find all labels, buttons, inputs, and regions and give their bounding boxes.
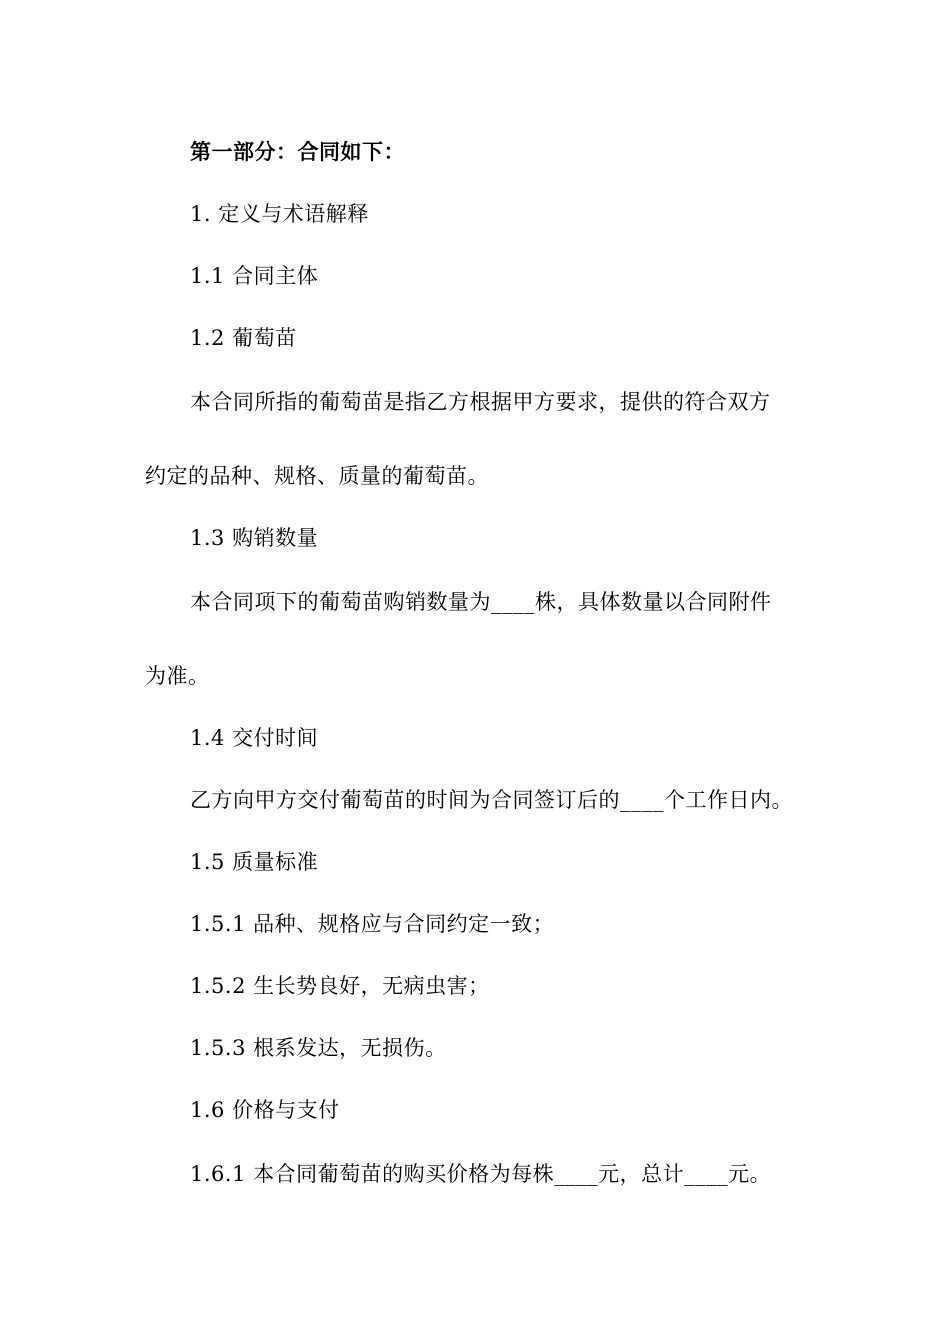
- clause-1-5-3: 1.5.3 根系发达，无损伤。: [190, 1036, 447, 1060]
- clause-1-2-body-line-1: 本合同所指的葡萄苗是指乙方根据甲方要求，提供的符合双方: [190, 390, 771, 414]
- clause-1-5-2: 1.5.2 生长势良好，无病虫害；: [190, 974, 490, 998]
- clause-1-6-1: 1.6.1 本合同葡萄苗的购买价格为每株____元，总计____元。: [190, 1162, 772, 1186]
- clause-1-1-title: 1.1 合同主体: [190, 264, 319, 288]
- clause-1-title: 1. 定义与术语解释: [190, 202, 369, 226]
- clause-1-2-title: 1.2 葡萄苗: [190, 326, 297, 350]
- clause-1-4-title: 1.4 交付时间: [190, 726, 319, 750]
- section-heading: 第一部分：合同如下：: [190, 140, 405, 164]
- clause-1-6-title: 1.6 价格与支付: [190, 1098, 340, 1122]
- clause-1-3-body-line-1: 本合同项下的葡萄苗购销数量为____株，具体数量以合同附件: [190, 590, 772, 614]
- clause-1-5-1: 1.5.1 品种、规格应与合同约定一致；: [190, 912, 555, 936]
- clause-1-3-body-line-2: 为准。: [145, 664, 210, 688]
- clause-1-2-body-line-2: 约定的品种、规格、质量的葡萄苗。: [145, 464, 489, 488]
- clause-1-5-title: 1.5 质量标准: [190, 850, 319, 874]
- clause-1-4-body: 乙方向甲方交付葡萄苗的时间为合同签订后的____个工作日内。: [190, 788, 793, 812]
- clause-1-3-title: 1.3 购销数量: [190, 526, 319, 550]
